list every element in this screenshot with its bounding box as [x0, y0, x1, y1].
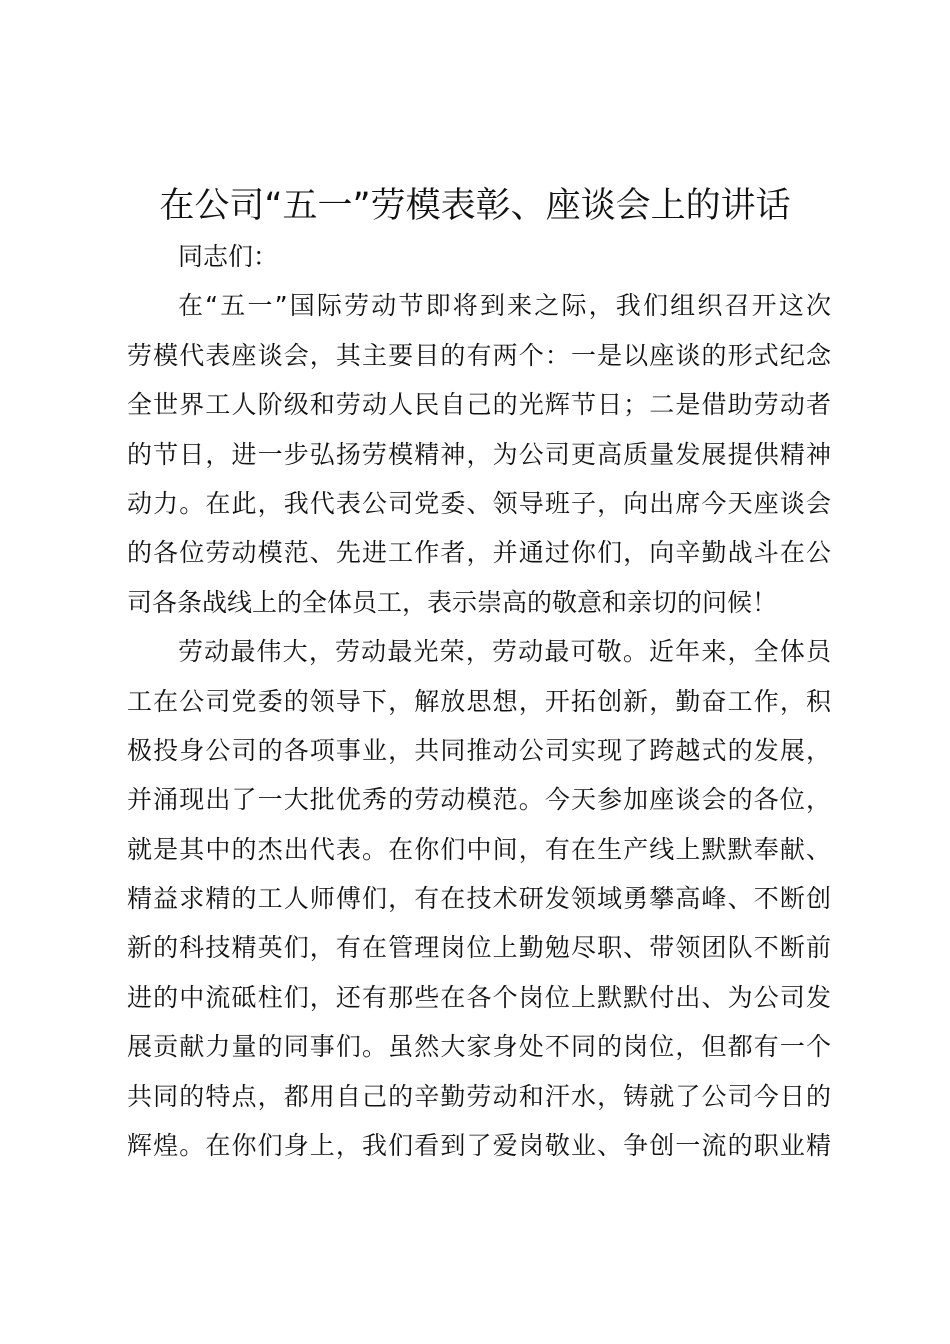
paragraph-line: 在“五一”国际劳动节即将到来之际，我们组织召开这次: [178, 291, 831, 321]
paragraph-line: 的节日，进一步弘扬劳模精神，为公司更高质量发展提供精神: [127, 439, 831, 469]
document-title: 在公司“五一”劳模表彰、座谈会上的讲话: [159, 186, 791, 226]
paragraph-line: 动力。在此，我代表公司党委、领导班子，向出席今天座谈会: [127, 488, 831, 518]
paragraph-line: 工在公司党委的领导下，解放思想，开拓创新，勤奋工作，积: [127, 686, 831, 716]
paragraph-line: 展贡献力量的同事们。虽然大家身处不同的岗位，但都有一个: [127, 1032, 831, 1062]
paragraph-line: 进的中流砥柱们，还有那些在各个岗位上默默付出、为公司发: [127, 982, 831, 1012]
paragraph-line: 全世界工人阶级和劳动人民自己的光辉节日；二是借助劳动者: [127, 390, 831, 420]
paragraph-line: 新的科技精英们，有在管理岗位上勤勉尽职、带领团队不断前: [127, 933, 831, 963]
paragraph-line: 就是其中的杰出代表。在你们中间，有在生产线上默默奉献、: [127, 834, 831, 864]
salutation: 同志们：: [178, 242, 279, 271]
paragraph-line: 并涌现出了一大批优秀的劳动模范。今天参加座谈会的各位，: [127, 785, 831, 815]
paragraph-line: 司各条战线上的全体员工，表示崇高的敬意和亲切的问候！: [127, 587, 778, 617]
paragraph-line: 劳模代表座谈会，其主要目的有两个：一是以座谈的形式纪念: [127, 340, 831, 370]
paragraph-line: 辉煌。在你们身上，我们看到了爱岗敬业、争创一流的职业精: [127, 1131, 831, 1161]
paragraph-line: 精益求精的工人师傅们，有在技术研发领域勇攀高峰、不断创: [127, 884, 831, 914]
paragraph-line: 的各位劳动模范、先进工作者，并通过你们，向辛勤战斗在公: [127, 538, 831, 568]
paragraph-line: 极投身公司的各项事业，共同推动公司实现了跨越式的发展，: [127, 735, 831, 765]
paragraph-line: 劳动最伟大，劳动最光荣，劳动最可敬。近年来，全体员: [178, 637, 831, 667]
document-body: [127, 232, 831, 1170]
paragraph-line: 共同的特点，都用自己的辛勤劳动和汗水，铸就了公司今日的: [127, 1081, 831, 1111]
